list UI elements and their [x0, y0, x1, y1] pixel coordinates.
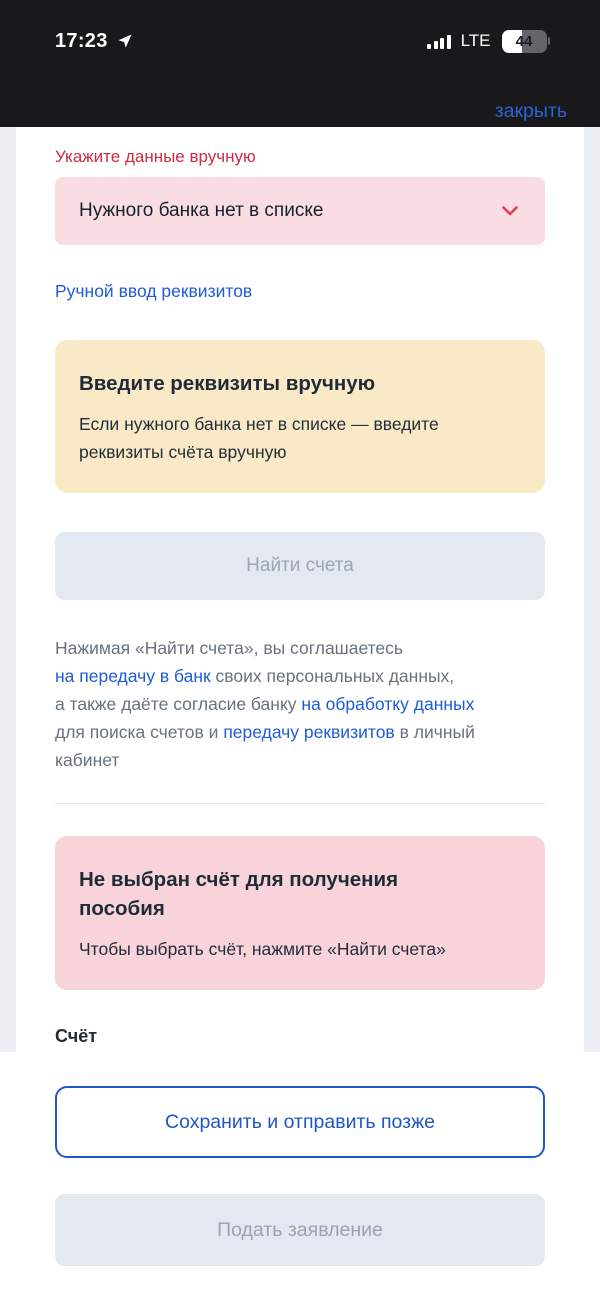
manual-entry-info-card — [55, 340, 545, 493]
consent-link[interactable]: передачу реквизитов — [223, 721, 395, 742]
scroll-area[interactable] — [0, 127, 600, 1052]
bank-select[interactable] — [55, 177, 545, 245]
status-left — [55, 30, 133, 53]
cellular-signal-icon — [427, 34, 451, 49]
status-right — [427, 30, 550, 53]
consent-text-segment: кабинет — [55, 749, 120, 770]
chevron-down-icon — [499, 200, 521, 222]
account-error-card — [55, 836, 545, 990]
info-card-title: Введите реквизиты вручную — [79, 372, 376, 395]
bank-select-value: Нужного банка нет в списке — [79, 200, 324, 221]
manual-entry-link[interactable]: Ручной ввод реквизитов — [55, 281, 253, 301]
network-type-label: LTE — [460, 31, 491, 50]
close-button[interactable]: закрыть — [494, 100, 567, 122]
location-arrow-icon — [116, 33, 133, 50]
consent-text-segment: Нажимая «Найти счета», вы соглашаетесь — [55, 637, 404, 658]
consent-text-segment: а также даёте согласие банку — [55, 693, 302, 714]
info-card-body: Если нужного банка нет в списке — введите реквизиты счёта вручную — [79, 413, 439, 462]
submit-application-button[interactable]: Подать заявление — [55, 1194, 545, 1266]
battery-icon — [502, 30, 551, 53]
account-section-label: Счёт — [55, 1026, 98, 1047]
find-accounts-button[interactable]: Найти счета — [55, 532, 545, 600]
consent-text — [55, 634, 545, 774]
dark-header — [0, 0, 600, 127]
consent-link[interactable]: на обработку данных — [301, 693, 475, 714]
consent-text-segment: для поиска счетов и — [55, 721, 224, 742]
error-card-body: Чтобы выбрать счёт, нажмите «Найти счета» — [79, 939, 446, 960]
form-sheet — [16, 127, 584, 1052]
save-later-button[interactable]: Сохранить и отправить позже — [55, 1086, 545, 1158]
consent-text-segment: в личный — [394, 721, 475, 742]
status-bar — [0, 0, 600, 66]
bottom-action-panel — [0, 1052, 600, 1297]
error-card-title: Не выбран счёт для получения пособия — [79, 867, 399, 921]
consent-link[interactable]: на передачу в банк — [55, 665, 211, 686]
clock: 17:23 — [55, 29, 108, 52]
battery-percent: 44 — [515, 32, 533, 50]
consent-text-segment: своих персональных данных, — [210, 665, 455, 686]
divider — [55, 803, 545, 804]
manual-data-label: Укажите данные вручную — [55, 147, 256, 166]
